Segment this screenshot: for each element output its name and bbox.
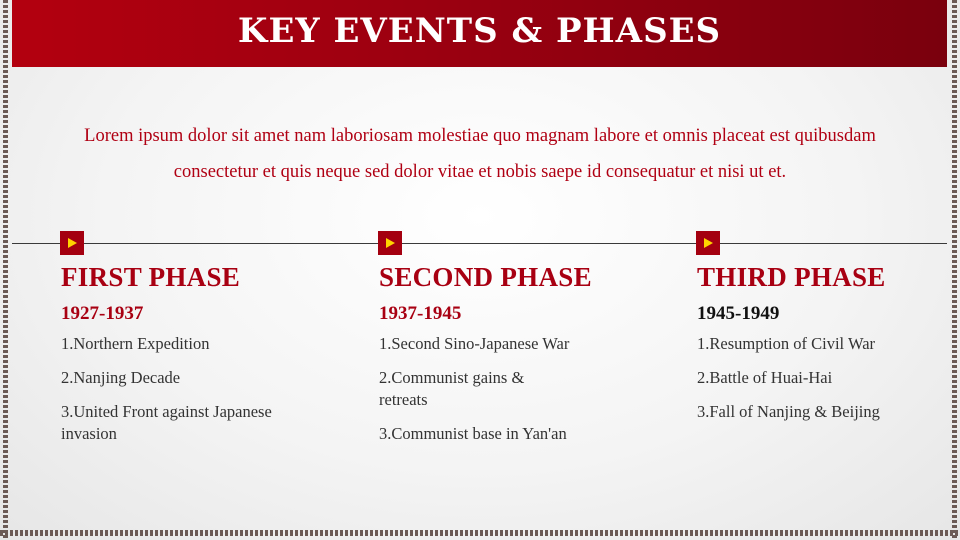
phase-title: FIRST PHASE (61, 262, 241, 292)
timeline-line (12, 243, 947, 244)
phase-event-list (379, 333, 619, 445)
list-item: 3.Communist base in Yan'an (379, 424, 567, 443)
phase-years: 1927-1937 (61, 303, 144, 324)
list-item: 2.Battle of Huai-Hai (697, 368, 833, 387)
play-arrow-icon (696, 231, 720, 255)
list-item: 3.United Front against Japanese invasion (61, 402, 272, 443)
list-item: 1.Second Sino-Japanese War (379, 334, 570, 353)
phase-years: 1937-1945 (379, 303, 462, 324)
phase-title: THIRD PHASE (697, 262, 886, 292)
phase-event-list (61, 333, 301, 445)
slide-title: KEY EVENTS & PHASES (237, 10, 722, 51)
decorative-border-right (952, 0, 957, 540)
list-item: 2.Nanjing Decade (61, 368, 181, 387)
decorative-border-left (3, 0, 8, 540)
intro-paragraph: Lorem ipsum dolor sit amet nam laboriosam molestiae quo magnam labore et omnis placeat est quibusdam consectetur et quis neque sed dolor vitae et nobis saepe id consequatur et nisi ut et. (84, 126, 876, 182)
phase-title: SECOND PHASE (379, 262, 592, 292)
phase-years: 1945-1949 (697, 303, 780, 324)
decorative-border-bottom (0, 530, 960, 536)
phase-third (697, 262, 937, 435)
title-bar (12, 0, 947, 67)
phase-event-list (697, 333, 937, 423)
play-arrow-icon (60, 231, 84, 255)
list-item: 2.Communist gains & retreats (379, 368, 525, 409)
list-item: 1.Northern Expedition (61, 334, 210, 353)
phase-second (379, 262, 619, 457)
play-arrow-icon (378, 231, 402, 255)
list-item: 3.Fall of Nanjing & Beijing (697, 402, 880, 421)
phase-first (61, 262, 301, 457)
list-item: 1.Resumption of Civil War (697, 334, 876, 353)
